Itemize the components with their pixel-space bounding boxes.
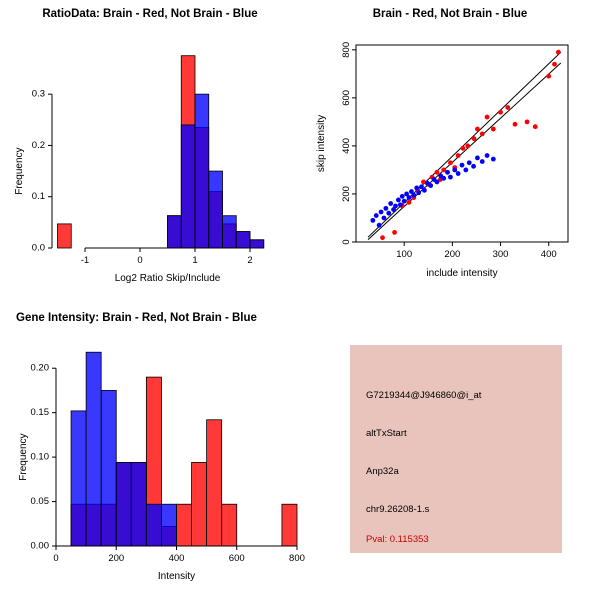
scatter-point [407,200,412,205]
scatter-point [441,176,446,181]
scatter-point [407,195,412,200]
svg-text:1: 1 [192,255,198,266]
svg-text:-1: -1 [80,255,90,266]
scatter-point [480,131,485,136]
svg-text:400: 400 [168,553,185,564]
svg-text:0.00: 0.00 [30,540,49,552]
hist-intensity-plot [0,324,330,589]
regression-line [368,52,561,237]
histogram-bar [58,224,72,248]
histogram-bar [207,420,222,546]
scatter-point [422,188,427,193]
scatter-point [400,194,405,199]
scatter-point [435,180,440,185]
scatter-point [505,105,510,110]
scatter-point [513,122,518,127]
histogram-bar [101,390,116,546]
scatter-point [485,153,490,158]
scatter-point [379,210,384,215]
scatter-point [485,115,490,120]
svg-text:200: 200 [108,553,125,564]
panel-scatter [300,8,600,298]
svg-text:200: 200 [341,186,352,202]
svg-text:Log2 Ratio Skip/Include: Log2 Ratio Skip/Include [114,273,221,284]
scatter-point [392,230,397,235]
scatter-point [377,223,382,228]
svg-text:0.1: 0.1 [31,191,45,203]
svg-text:400: 400 [540,249,557,260]
svg-text:0.15: 0.15 [30,407,49,419]
histogram-bar [282,504,297,546]
info-probe-id: G7219344@J946860@i_at [366,390,482,401]
scatter-point [435,170,440,175]
svg-text:0.0: 0.0 [31,242,45,254]
svg-text:100: 100 [396,249,413,260]
histogram-bar [146,504,161,546]
scatter-point [491,127,496,132]
scatter-point [411,193,416,198]
scatter-point [525,119,530,124]
scatter-point [461,146,466,151]
scatter-point [374,213,379,218]
svg-text:0: 0 [53,553,59,564]
info-gene-symbol: Anp32a [366,466,399,477]
scatter-point [475,156,480,161]
scatter-point [498,110,503,115]
hist-intensity-title: Gene Intensity: Brain - Red, Not Brain - Blue [16,312,257,324]
scatter-title: Brain - Red, Not Brain - Blue [372,8,528,20]
svg-text:600: 600 [228,553,245,564]
svg-text:200: 200 [444,249,461,260]
scatter-point [491,157,496,162]
scatter-point [463,168,468,173]
histogram-bar [195,94,209,248]
scatter-point [402,199,407,204]
scatter-point [448,160,453,165]
scatter-point [471,164,476,169]
scatter-point [428,183,433,188]
scatter-point [465,144,470,149]
svg-text:Frequency: Frequency [14,147,25,195]
scatter-point [552,62,557,67]
scatter-point [480,159,485,164]
histogram-bar [131,462,146,546]
histogram-bar [236,232,250,248]
histogram-bar [71,411,86,546]
histogram-bar [161,504,176,546]
scatter-point [445,170,450,175]
scatter-point [383,206,388,211]
svg-text:skip intensity: skip intensity [316,114,327,173]
scatter-point [467,160,472,165]
histogram-bar [181,125,195,248]
histogram-bar [176,504,191,546]
svg-text:0: 0 [137,255,143,266]
scatter-point [472,136,477,141]
histogram-bar [116,462,131,546]
svg-text:300: 300 [492,249,509,260]
panel-hist-intensity [0,312,330,597]
panel-hist-ratio [0,8,300,298]
histogram-bar [168,216,182,248]
histogram-bar [250,240,264,248]
scatter-point [380,235,385,240]
svg-text:600: 600 [341,89,352,106]
scatter-plot [300,20,600,290]
histogram-bar [209,171,223,248]
scatter-point [388,201,393,206]
regression-line [368,63,561,240]
scatter-point [416,190,421,195]
svg-text:include intensity: include intensity [426,268,498,279]
scatter-point [393,204,398,209]
info-pval: Pval: 0.115353 [366,534,429,545]
hist-ratio-plot [0,20,300,290]
hist-ratio-title: RatioData: Brain - Red, Not Brain - Blue [42,8,258,20]
scatter-point [460,163,465,168]
histogram-bar [192,462,207,546]
histogram-bar [223,216,237,248]
svg-text:400: 400 [341,137,352,154]
scatter-point [533,124,538,129]
scatter-point [448,175,453,180]
svg-text:0.20: 0.20 [30,362,49,374]
scatter-point [452,168,457,173]
svg-text:0.10: 0.10 [30,451,49,463]
info-locus: chr9.26208-1.s [366,504,430,515]
scatter-point [386,211,391,216]
svg-text:0.3: 0.3 [31,88,45,100]
scatter-point [414,186,419,191]
info-box [350,345,562,553]
scatter-point [456,153,461,158]
svg-text:800: 800 [289,553,305,564]
svg-text:Frequency: Frequency [18,433,29,481]
svg-text:0.2: 0.2 [31,139,45,151]
histogram-bar [86,352,101,546]
info-event-type: altTxStart [366,428,407,439]
scatter-point [546,74,551,79]
scatter-point [382,216,387,221]
svg-text:0: 0 [341,239,352,245]
scatter-point [370,218,375,223]
svg-text:800: 800 [341,41,352,58]
svg-text:2: 2 [247,255,253,266]
scatter-point [456,171,461,176]
scatter-point [398,202,403,207]
scatter-point [475,127,480,132]
scatter-point [556,50,561,55]
svg-text:0.05: 0.05 [30,496,49,508]
histogram-bar [222,504,237,546]
scatter-point [396,198,401,203]
svg-text:Intensity: Intensity [157,571,196,582]
